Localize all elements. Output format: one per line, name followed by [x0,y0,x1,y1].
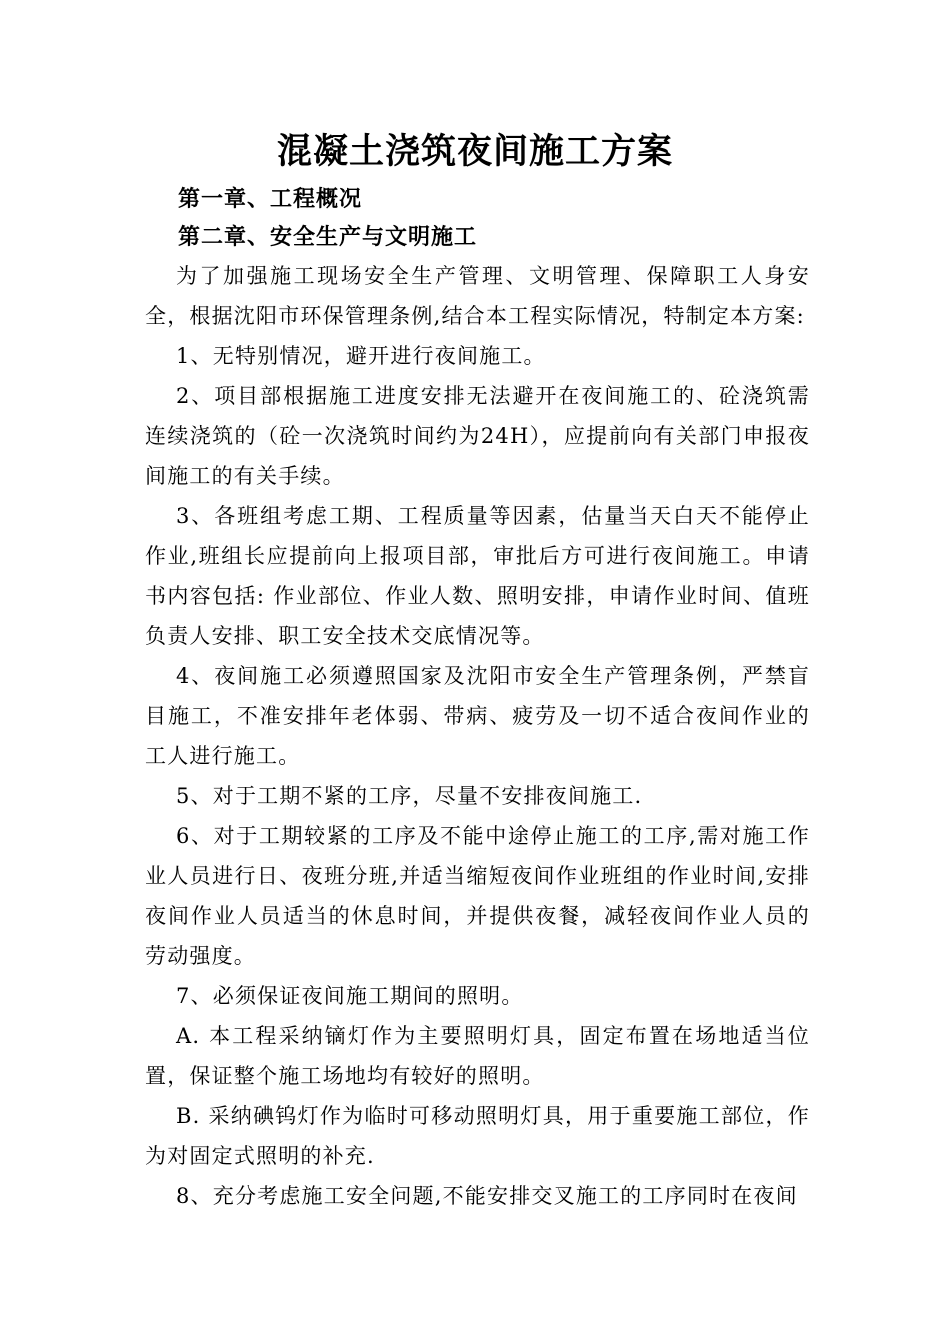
paragraph-item-6: 6、对于工期较紧的工序及不能中途停止施工的工序,需对施工作业人员进行日、夜班分班,并适当缩短夜间作业班组的作业时间,安排夜间作业人员适当的休息时间，并提供夜餐，减轻夜间作业人员的劳动强度。 [145,824,810,968]
paragraph-item-7a: A. 本工程采纳镝灯作为主要照明灯具，固定布置在场地适当位置，保证整个施工场地均有较好的照明。 [145,1024,810,1088]
paragraph-item-5: 5、对于工期不紧的工序，尽量不安排夜间施工. [176,784,643,808]
chapter-2-heading: 第二章、安全生产与文明施工 [178,225,478,250]
paragraph-item-1: 1、无特别情况，避开进行夜间施工。 [176,344,546,368]
chapter-1-heading: 第一章、工程概况 [178,187,363,212]
paragraph-item-8: 8、充分考虑施工安全问题,不能安排交叉施工的工序同时在夜间 [176,1184,798,1208]
paragraph-item-7b: B. 采纳碘钨灯作为临时可移动照明灯具，用于重要施工部位，作为对固定式照明的补充. [145,1104,810,1168]
document-body [145,256,810,1216]
document-title: 混凝土浇筑夜间施工方案 [276,132,673,172]
paragraph-item-2: 2、项目部根据施工进度安排无法避开在夜间施工的、砼浇筑需连续浇筑的（砼一次浇筑时间约为24H），应提前向有关部门申报夜间施工的有关手续。 [145,384,810,488]
paragraph-item-7: 7、必须保证夜间施工期间的照明。 [176,984,524,1008]
paragraph-item-3: 3、各班组考虑工期、工程质量等因素，估量当天白天不能停止作业,班组长应提前向上报项目部，审批后方可进行夜间施工。申请书内容包括: 作业部位、作业人数、照明安排，申请作业时间、值班负责人安排、职工安全技术交底情况等。 [145,504,810,648]
paragraph-intro: 为了加强施工现场安全生产管理、文明管理、保障职工人身安全，根据沈阳市环保管理条例,结合本工程实际情况，特制定本方案: [145,264,810,328]
paragraph-item-4: 4、夜间施工必须遵照国家及沈阳市安全生产管理条例，严禁盲目施工，不准安排年老体弱、带病、疲劳及一切不适合夜间作业的工人进行施工。 [145,664,810,768]
